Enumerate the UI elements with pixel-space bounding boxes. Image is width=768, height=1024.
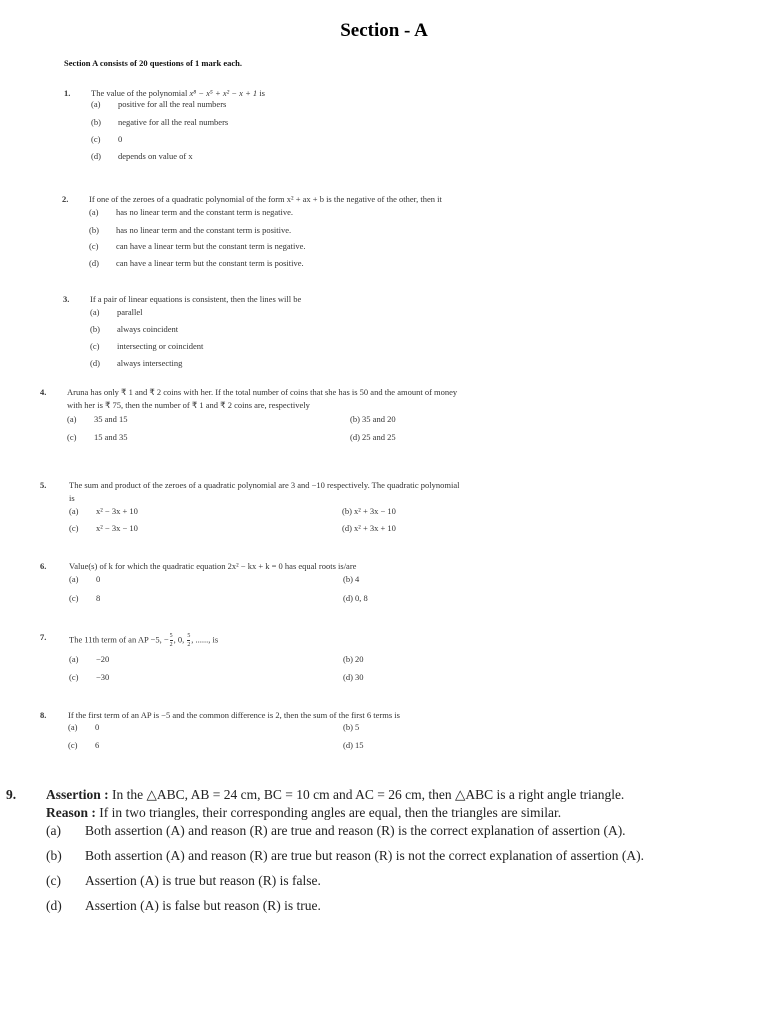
assertion-line: Assertion : In the △ABC, AB = 24 cm, BC = 10 cm and AC = 26 cm, then △ABC is a right angle triangle. [46, 787, 625, 802]
option-d: (d) 30 [343, 672, 364, 682]
option-b: (b) Both assertion (A) and reason (R) are true but reason (R) is not the correct explanation of assertion (A). [46, 848, 644, 863]
question-number: 9. [6, 787, 17, 802]
option-b: (b) negative for all the real numbers [91, 117, 229, 127]
option-a: (a) parallel [90, 307, 143, 317]
option-d: (d) 15 [343, 740, 364, 750]
question-number: 8. [40, 710, 47, 720]
option-d: (d) always intersecting [90, 358, 183, 368]
question-stem-line-2: with her is ₹ 75, then the number of ₹ 1 and ₹ 2 coins are, respectively [67, 400, 310, 410]
question-stem: The value of the polynomial x⁸ − x⁵ + x² − x + 1 is [91, 88, 265, 98]
option-a: (a) −20 [69, 654, 110, 664]
question-number: 1. [64, 88, 71, 98]
option-d: (d) can have a linear term but the constant term is positive. [89, 258, 304, 268]
question-stem: If one of the zeroes of a quadratic polynomial of the form x² + ax + b is the negative of the other, then it [89, 194, 442, 204]
option-c: (c) 15 and 35 [67, 432, 128, 442]
option-b: (b) always coincident [90, 324, 179, 334]
option-b: (b) 5 [343, 722, 360, 732]
question-number: 5. [40, 480, 47, 490]
option-d: (d) depends on value of x [91, 151, 193, 161]
option-c: (c) can have a linear term but the constant term is negative. [89, 241, 306, 251]
question-stem: If the first term of an AP is −5 and the common difference is 2, then the sum of the first 6 terms is [68, 710, 400, 720]
assertion-label: Assertion : [46, 787, 109, 802]
option-d: (d) 25 and 25 [350, 432, 396, 442]
question-stem-line-1: The sum and product of the zeroes of a quadratic polynomial are 3 and −10 respectively. The quadratic polynomial [69, 480, 460, 490]
option-c: (c) x² − 3x − 10 [69, 523, 138, 533]
option-b: (b) 35 and 20 [350, 414, 396, 424]
option-a: (a) Both assertion (A) and reason (R) are true and reason (R) is the correct explanation of assertion (A). [46, 823, 626, 838]
option-b: (b) 4 [343, 574, 360, 584]
question-stem: The 11th term of an AP −5, − $\frac{5}{2}$ , 0, $\frac{5}{2}$ , ......, is [69, 633, 219, 648]
option-a: (a) 0 [68, 722, 100, 732]
question-number: 3. [63, 294, 70, 304]
option-c: (c) Assertion (A) is true but reason (R) is false. [46, 873, 321, 888]
option-b: (b) 20 [343, 654, 364, 664]
option-c: (c) 0 [91, 134, 123, 144]
question-stem: If a pair of linear equations is consistent, then the lines will be [90, 294, 302, 304]
option-d: (d) Assertion (A) is false but reason (R) is true. [46, 898, 321, 913]
option-c: (c) −30 [69, 672, 110, 682]
question-stem: Value(s) of k for which the quadratic equation 2x² − kx + k = 0 has equal roots is/are [69, 561, 357, 571]
option-a: (a) x² − 3x + 10 [69, 506, 138, 516]
option-d: (d) x² + 3x + 10 [342, 523, 396, 533]
option-b: (b) x² + 3x − 10 [342, 506, 396, 516]
section-intro: Section A consists of 20 questions of 1 mark each. [64, 58, 243, 68]
option-a: (a) positive for all the real numbers [91, 99, 227, 109]
section-title: Section - A [340, 20, 428, 41]
option-c: (c) intersecting or coincident [90, 341, 204, 351]
option-a: (a) 35 and 15 [67, 414, 128, 424]
question-number: 4. [40, 387, 47, 397]
option-c: (c) 8 [69, 593, 101, 603]
option-d: (d) 0, 8 [343, 593, 368, 603]
reason-line: Reason : If in two triangles, their corresponding angles are equal, then the triangles are similar. [46, 805, 562, 820]
question-number: 6. [40, 561, 47, 571]
option-b: (b) has no linear term and the constant term is positive. [89, 225, 292, 235]
option-c: (c) 6 [68, 740, 100, 750]
option-a: (a) 0 [69, 574, 101, 584]
option-a: (a) has no linear term and the constant term is negative. [89, 207, 294, 217]
question-number: 2. [62, 194, 69, 204]
question-stem-line-2: is [69, 493, 75, 503]
reason-label: Reason : [46, 805, 96, 820]
question-number: 7. [40, 632, 47, 642]
question-stem-line-1: Aruna has only ₹ 1 and ₹ 2 coins with her. If the total number of coins that she has is 50 and the amount of money [67, 387, 458, 397]
